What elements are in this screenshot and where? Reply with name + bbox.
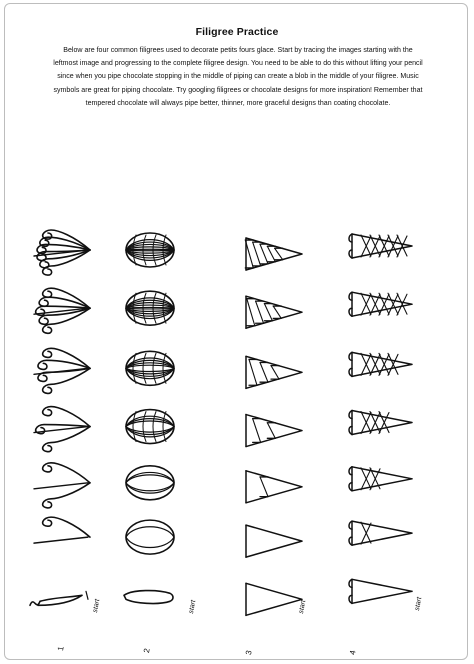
instructions-line: tempered chocolate will always pipe better, thinner, more graceful designs than coating chocolate.	[85, 99, 391, 107]
filigree-drawing	[124, 591, 173, 604]
filigree-drawing	[246, 583, 302, 615]
filigree-drawing	[126, 291, 174, 325]
instructions-line: symbols are great for piping chocolate. Try googling filigrees or chocolate designs for more inspiration! Remember that	[53, 86, 423, 94]
filigree-drawing	[246, 471, 302, 503]
filigree-drawing	[349, 292, 412, 316]
column-number: 2	[142, 647, 152, 654]
filigree-drawing	[126, 351, 174, 385]
instructions-line: Below are four common filigrees used to decorate petits fours glace. Start by tracing the images starting with the	[63, 47, 413, 54]
start-label: start	[188, 599, 198, 615]
instructions-line: leftmost image and progressing to the complete filigree design. You need to be able to do this without lifting your pencil	[53, 60, 423, 68]
filigree-drawing	[126, 410, 174, 444]
filigree-drawing	[245, 238, 302, 270]
filigree-drawing	[349, 352, 412, 376]
instructions-line: since when you pipe chocolate stopping in the middle of piping can create a blob in the middle of your filigree. Music	[57, 73, 419, 81]
filigree-drawing	[34, 230, 90, 275]
filigree-drawing	[126, 233, 174, 267]
filigree-drawing	[34, 517, 90, 543]
filigree-drawing	[349, 579, 412, 603]
column-number: 3	[244, 649, 254, 656]
filigree-drawing	[246, 296, 302, 328]
filigree-drawing	[34, 463, 90, 508]
filigree-drawing	[246, 356, 302, 388]
filigree-drawing	[126, 520, 174, 554]
start-label: start	[298, 599, 308, 615]
filigree-drawing	[34, 407, 90, 452]
filigree-drawing	[30, 591, 88, 605]
filigree-drawing	[349, 411, 412, 435]
start-label: start	[92, 598, 102, 614]
filigree-drawing	[246, 415, 302, 447]
page-title: Filigree Practice	[195, 26, 279, 38]
column-number: 1	[56, 645, 66, 652]
start-label: start	[414, 596, 424, 612]
filigree-drawing	[349, 521, 412, 545]
filigree-drawing	[246, 525, 302, 557]
filigree-drawing	[126, 466, 174, 500]
filigree-drawing	[349, 234, 412, 258]
filigree-drawing	[34, 288, 90, 333]
filigree-drawing	[349, 467, 412, 491]
column-number: 4	[348, 649, 358, 656]
filigree-drawing	[34, 348, 90, 393]
